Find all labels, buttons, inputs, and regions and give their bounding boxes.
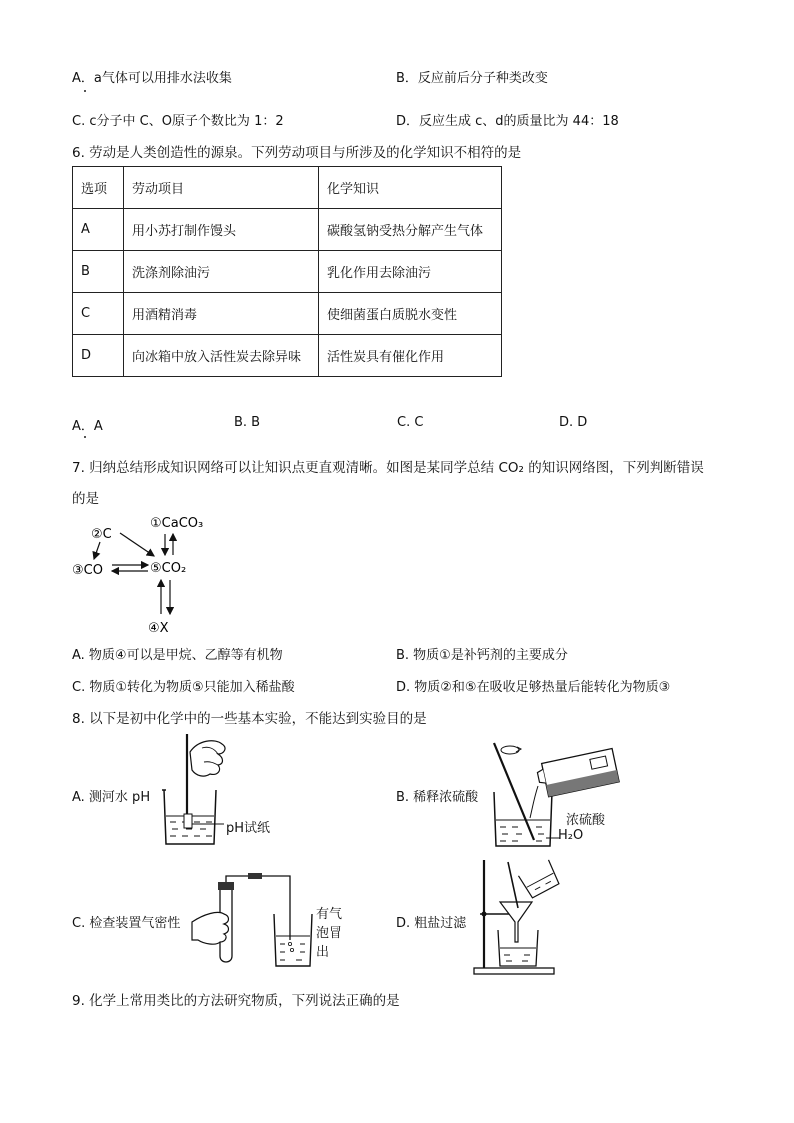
q5-option-c: C. c分子中 C、O原子个数比为 1：2 [72, 114, 284, 129]
table-cell: 乳化作用去除油污 [319, 251, 502, 293]
node-1: ①CaCO₃ [150, 516, 204, 531]
table-row [73, 251, 502, 293]
q6-stem: 6. 劳动是人类创造性的源泉。下列劳动项目与所涉及的化学知识不相符的是 [72, 145, 522, 161]
co2-knowledge-network-diagram [66, 508, 226, 638]
q5-option-d: D．反应生成 c、d的质量比为 44：18 [396, 114, 619, 129]
airtightness-illustration [190, 870, 320, 970]
table-cell: 使细菌蛋白质脱水变性 [319, 293, 502, 335]
node-5: ⑤CO₂ [150, 561, 187, 576]
mark-dot [84, 90, 86, 92]
q8-option-a-label: A. 测河水 pH [72, 790, 151, 805]
mark-dot [84, 436, 86, 438]
filtration-illustration [470, 856, 570, 980]
q8-stem: 8. 以下是初中化学中的一些基本实验，不能达到实验目的是 [72, 711, 427, 727]
table-row [73, 209, 502, 251]
q7-option-a: A. 物质④可以是甲烷、乙醇等有机物 [72, 648, 283, 663]
node-2: ②C [91, 527, 112, 542]
funnel-icon [500, 902, 532, 942]
table-cell: 向冰箱中放入活性炭去除异味 [124, 335, 319, 377]
table-cell: A [73, 209, 124, 251]
q6-option-c: C. C [397, 415, 424, 430]
pouring-beaker-icon [518, 860, 560, 899]
q5-option-a: A．a气体可以用排水法收集 [72, 71, 232, 86]
beaker-icon [494, 792, 552, 846]
table-row [73, 293, 502, 335]
delivery-tube-icon [226, 876, 290, 940]
bubble-annotation-2: 泡冒 [316, 926, 343, 941]
table-cell: B [73, 251, 124, 293]
table-row [73, 335, 502, 377]
ph-paper-icon [184, 814, 192, 828]
q8-option-d-label: D. 粗盐过滤 [396, 916, 467, 931]
bubble-annotation-3: 出 [316, 945, 330, 960]
table-cell: 洗涤剂除油污 [124, 251, 319, 293]
header-cell: 选项 [73, 167, 124, 209]
q6-option-b: B. B [234, 415, 261, 430]
stirring-rod-icon [494, 743, 534, 840]
header-cell: 化学知识 [319, 167, 502, 209]
arrow-2-to-5 [120, 533, 154, 556]
acid-bottle-icon [536, 749, 619, 798]
table-cell: C [73, 293, 124, 335]
arrow-2-to-3 [94, 542, 100, 559]
bubble-annotation-1: 有气 [316, 907, 343, 922]
q7-option-c: C. 物质①转化为物质⑤只能加入稀盐酸 [72, 680, 295, 695]
water-annotation: H₂O [558, 828, 584, 843]
q7-stem-line2: 的是 [72, 491, 99, 507]
hand-icon [192, 912, 229, 944]
q8-option-c-label: C. 检查装置气密性 [72, 916, 181, 931]
q6-option-d: D. D [559, 415, 588, 430]
q9-stem: 9. 化学上常用类比的方法研究物质，下列说法正确的是 [72, 993, 400, 1009]
q6-option-a: A．A [72, 419, 103, 434]
hand-icon [190, 741, 225, 776]
q7-option-d: D. 物质②和⑤在吸收足够热量后能转化为物质③ [396, 680, 671, 695]
acid-annotation: 浓硫酸 [566, 813, 606, 828]
ph-paper-annotation: pH试纸 [226, 821, 271, 836]
table-cell: 用小苏打制作馒头 [124, 209, 319, 251]
table-cell: 用酒精消毒 [124, 293, 319, 335]
header-cell: 劳动项目 [124, 167, 319, 209]
glass-rod-icon [508, 862, 518, 908]
q5-option-b: B．反应前后分子种类改变 [396, 71, 548, 86]
node-3: ③CO [72, 563, 103, 578]
q8-option-b-label: B. 稀释浓硫酸 [396, 790, 479, 805]
table-header-row [73, 167, 502, 209]
labor-table [72, 166, 502, 377]
node-4: ④X [148, 621, 169, 636]
q7-stem-line1: 7. 归纳总结形成知识网络可以让知识点更直观清晰。如图是某同学总结 CO₂ 的知识网络图，下列判断错误 [72, 460, 704, 476]
q7-option-b: B. 物质①是补钙剂的主要成分 [396, 648, 568, 663]
table-cell: D [73, 335, 124, 377]
table-cell: 活性炭具有催化作用 [319, 335, 502, 377]
table-cell: 碳酸氢钠受热分解产生气体 [319, 209, 502, 251]
beaker-icon [274, 914, 312, 966]
